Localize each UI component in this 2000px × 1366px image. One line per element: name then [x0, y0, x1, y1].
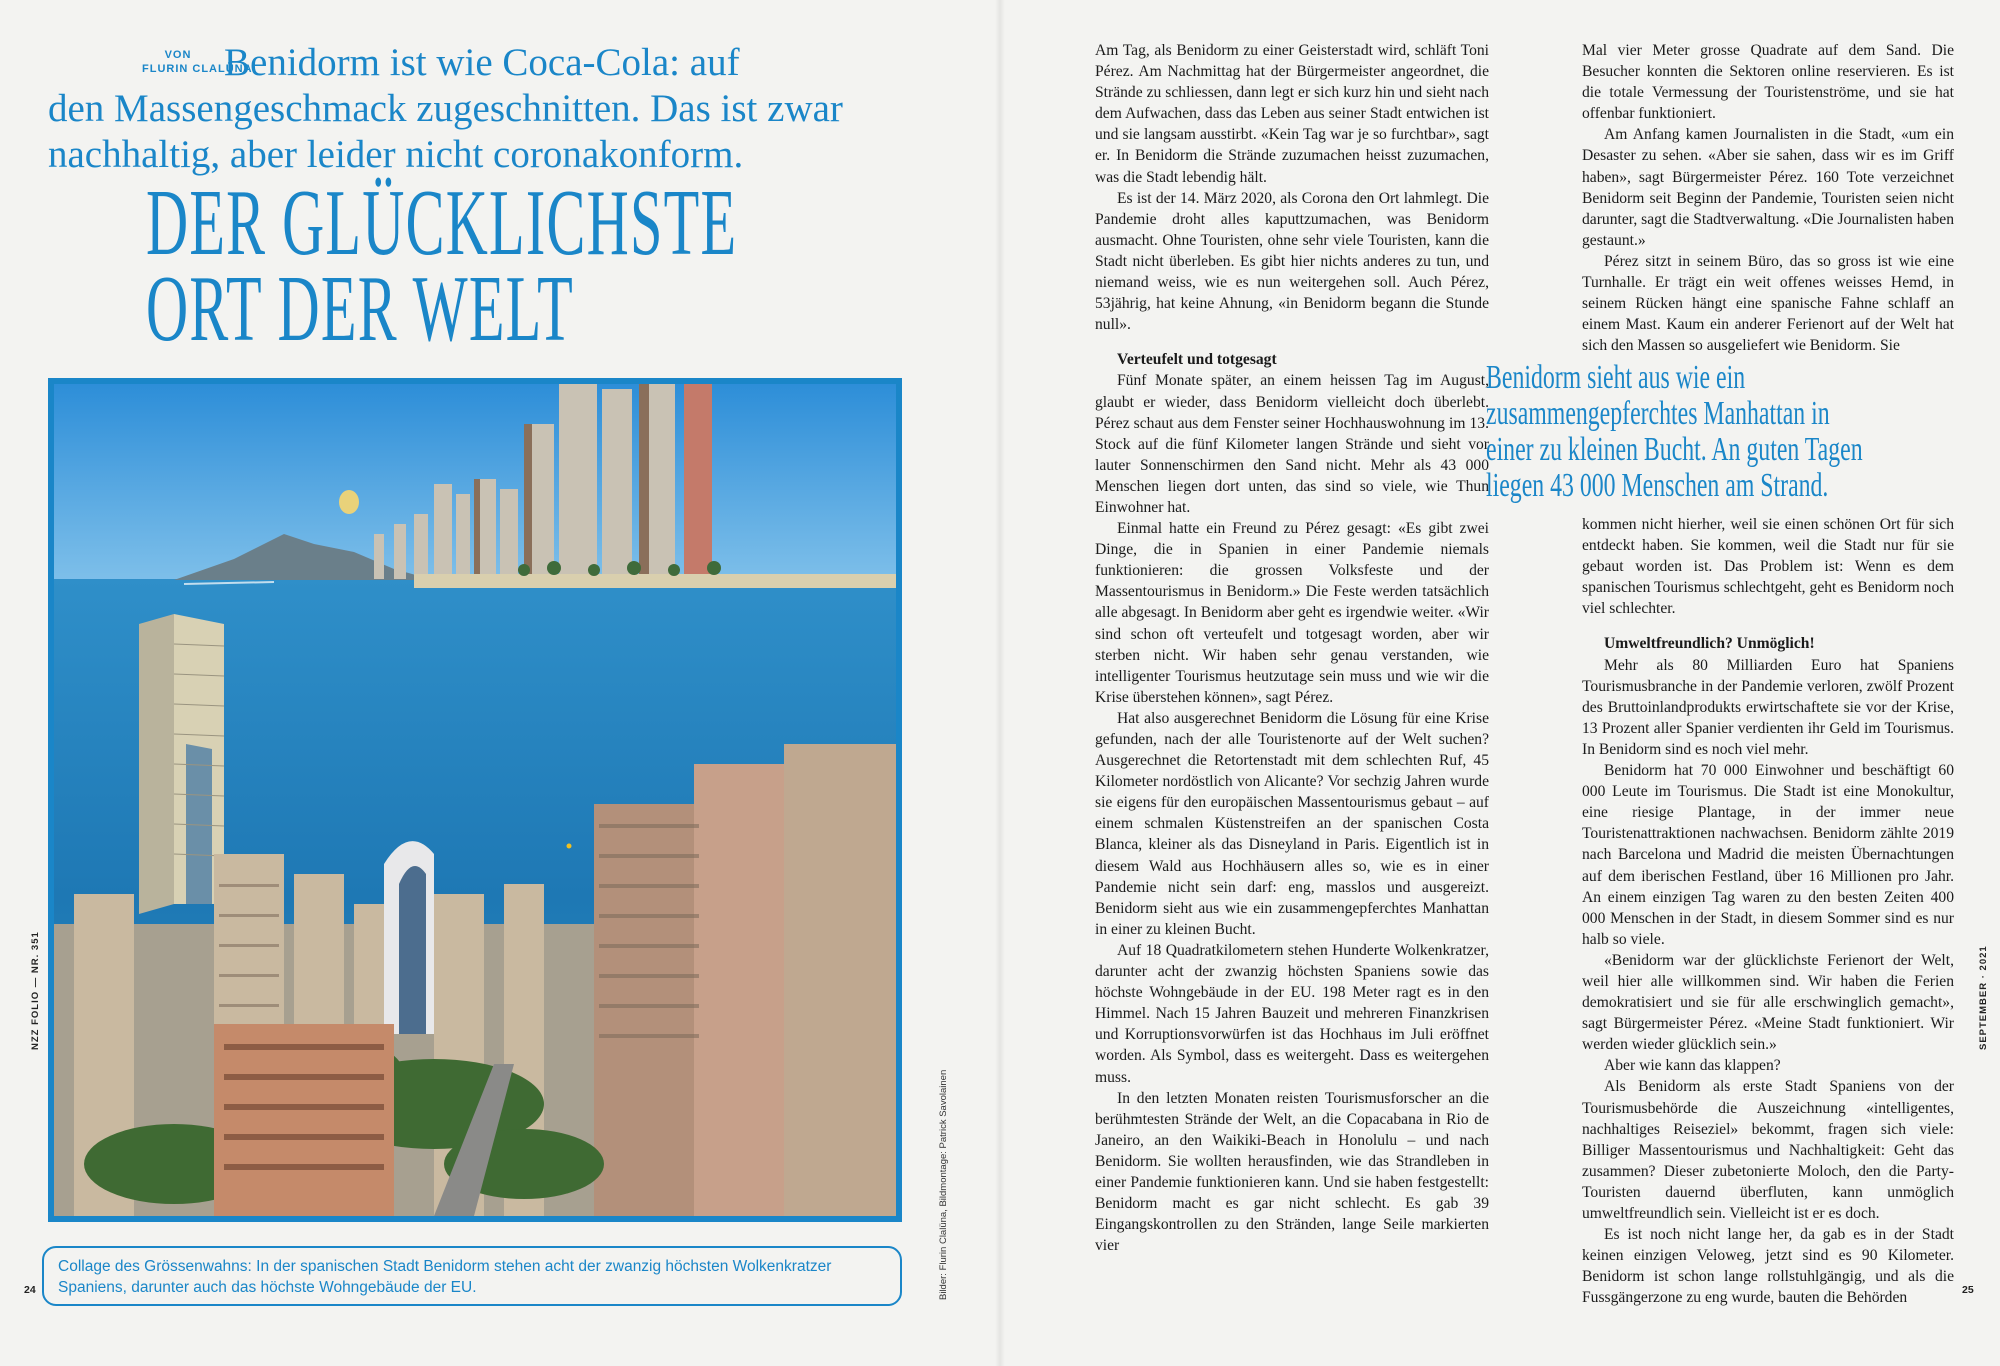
paragraph: «Benidorm war der glücklichste Ferienort der Welt, weil hier alle willkommen sind. Wir haben die Ferien demokratisiert und sie für alle erschwinglich gemacht», sagt Bürgermeister Pérez. «Meine Stadt funktioniert. Wir werden wieder glücklich sein.» [1582, 951, 1954, 1054]
paragraph: Einmal hatte ein Freund zu Pérez gesagt: «Es gibt zwei Dinge, die in Spanien in einer Pandemie niemals funktionieren: die grossen Volksfeste und der Massentourismus in Benidorm.» Die Feste werden tatsächlich alle abgesagt. In Benidorm aber geht es irgendwie weiter. «Wir sind schon oft verteufelt und totgesagt worden, aber wir sterben nicht. Wir haben sehr genau verstanden, wie intelligenter Tourismus heutzutage sein muss und wie wir die Krise überstehen können», sagt Pérez. [1095, 520, 1489, 706]
paragraph: Am Tag, als Benidorm zu einer Geisterstadt wird, schläft Toni Pérez. Am Nachmittag hat der Bürgermeister angeordnet, die Strände zu schliessen, dann legt er sich kurz hin und sieht nach dem Aufwachen, dass das Leben aus seiner Stadt entwichen ist und sie langsam ausstirbt. «Kein Tag war je so furchtbar», sagt er. In Benidorm die Strände zuzumachen heisst zuzumachen, was die Stadt lebendig hält. [1095, 42, 1489, 186]
photo-credit: Bilder: Flurin Clalüna, Bildmontage: Patrick Savolainen [938, 1069, 949, 1300]
paragraph: kommen nicht hierher, weil sie einen schönen Ort für sich entdeckt haben. Sie kommen, weil die Stadt nur für sie gebaut worden ist. Das Problem ist: Wenn es dem spanischen Tourismus schlechtgeht, geht es Benidorm noch viel schlechter. [1582, 516, 1954, 618]
headline-line-1: DER GLÜCKLICHSTE [146, 171, 738, 275]
paragraph: Pérez sitzt in seinem Büro, das so gross ist wie eine Turnhalle. Er trägt ein weit offenes weisses Hemd, in seinem Rücken hängt eine spanische Fahne schlaff an einem Mast. Kaum ein anderer Ferienort auf der Welt hat sich den Massen so ausgeliefert wie Benidorm. Sie [1582, 252, 1954, 355]
folio-right: SEPTEMBER · 2021 [1978, 945, 1989, 1050]
page-number-left: 24 [24, 1284, 36, 1296]
lead-line-2: den Massengeschmack zugeschnitten. Das ist zwar [48, 87, 843, 130]
lead-line-1: Benidorm ist wie Coca-Cola: auf [224, 41, 740, 84]
text-column-2-top [1582, 40, 1954, 356]
photo-frame [48, 378, 902, 1222]
paragraph: Es ist der 14. März 2020, als Corona den Ort lahmlegt. Die Pandemie droht alles kaputtzumachen, was Benidorm ausmacht. Ohne Touristen, ohne sehr viele Touristen, kann die Stadt nicht überleben. Es gibt hier nichts anderes zu tun, und niemand weiss, wie es nun weitergehen soll. Auch Pérez, 53jährig, hat keine Ahnung, «in Benidorm begann die Stunde null». [1095, 189, 1489, 334]
paragraph: Aber wie kann das klappen? [1604, 1057, 1781, 1075]
paragraph: Mal vier Meter grosse Quadrate auf dem Sand. Die Besucher konnten die Sektoren online reservieren. Es ist die totale Vermessung der Touristenströme, und sie hat offenbar funktioniert. [1582, 42, 1954, 123]
paragraph: In den letzten Monaten reisten Tourismusforscher an die berühmtesten Strände der Welt, an die Copacabana in Rio de Janeiro, an den Waikiki-Beach in Honolulu – und nach Benidorm. Sie wollten herausfinden, wie das Strandleben in einer Pandemie funktionieren kann. Und sie haben festgestellt: Benidorm macht es gar nicht schlecht. Es gab 39 Eingangskontrollen zu den Stränden, lange Seile markierten vier [1095, 1089, 1489, 1255]
paragraph: Hat also ausgerechnet Benidorm die Lösung für eine Krise gefunden, nach der alle Touristenorte auf der Welt suchen? Ausgerechnet die Retortenstadt mit dem schlechten Ruf, 45 Kilometer nordöstlich von Alicante? Vor sechzig Jahren wurde sie eigens für den europäischen Massentourismus gebaut – auf einem schmalen Küstenstreifen an der spanischen Costa Blanca, kleiner als das Disneyland in Paris. Eigentlich ist in diesem Wald aus Hochhäusern alles so, wie es in einer Pandemie nicht sein darf: eng, masslos und ausgereizt. Benidorm sieht aus wie ein zusammengepferchtes Manhattan in einer zu kleinen Bucht. [1095, 709, 1489, 938]
headline [146, 171, 738, 361]
lead-text [48, 40, 928, 178]
subheading: Verteufelt und totgesagt [1117, 351, 1277, 369]
photo-caption: Collage des Grössenwahns: In der spanischen Stadt Benidorm stehen acht der zwanzig höchsten Wolkenkratzer Spaniens, darunter auch das höchste Wohngebäude der EU. [42, 1246, 902, 1306]
text-column-2-bottom [1582, 514, 1954, 1308]
paragraph: Auf 18 Quadratkilometern stehen Hunderte Wolkenkratzer, darunter acht der zwanzig höchsten Spaniens sowie das höchste Wohngebäude in der EU. 198 Meter ragt es in den Himmel. Nach 15 Jahren Bauzeit und mehreren Finanzkrisen und Korruptionsvorwürfen ist das Hochhaus im Juli eröffnet worden. Als Symbol, dass es weitergeht. Dass es weitergehen muss. [1095, 941, 1489, 1086]
headline-line-2: ORT DER WELT [146, 257, 574, 361]
paragraph: Als Benidorm als erste Stadt Spaniens von der Tourismusbehörde die Auszeichnung «intelligentes, nachhaltiges Reiseziel» bekommt, fragen sich viele: Billiger Massentourismus und Nachhaltigkeit: Geht das zusammen? Dieser zubetonierte Moloch, den die Party-Touristen dauernd überfluten, kann unmöglich umweltfreundlich sein. Vielleicht ist er es doch. [1582, 1078, 1954, 1222]
lead-line-3: nachhaltig, aber leider nicht coronakonform. [48, 133, 744, 176]
paragraph: Es ist noch nicht lange her, da gab es in der Stadt keinen einzigen Veloweg, jetzt sind es 90 Kilometer. Benidorm ist schon lange rollstuhlgängig, und als die Fussgängerzone zu eng wurde, bauten die Behörden [1582, 1226, 1954, 1307]
paragraph: Mehr als 80 Milliarden Euro hat Spaniens Tourismusbranche in der Pandemie verloren, zwölf Prozent des Bruttoinlandprodukts erwirtschaftete sie vor der Krise, 13 Prozent aller Spanier verdienten ihr Geld im Tourismus. In Benidorm sind es noch viel mehr. [1582, 656, 1954, 758]
pull-quote: Benidorm sieht aus wie ein zusammengepferchtes Manhattan in einer zu kleinen Bucht. An guten Tagen liegen 43 000 Menschen am Strand. [1486, 359, 1863, 504]
paragraph: Benidorm hat 70 000 Einwohner und beschäftigt 60 000 Leute im Tourismus. Die Stadt ist eine Monokultur, eine riesige Plantage, in der immer neue Touristenattraktionen nachwachsen. Benidorm zählte 2019 nach Barcelona und Madrid die meisten Übernachtungen auf dem iberischen Festland, über 16 Millionen pro Jahr. An einem einzigen Tag waren zu den besten Zeiten 400 000 Menschen in der Stadt, in diesem Sommer sind es nur halb so viele. [1582, 762, 1954, 948]
subheading: Umweltfreundlich? Unmöglich! [1604, 635, 1815, 653]
text-column-1 [1095, 40, 1489, 1256]
benidorm-skyline-illustration [54, 384, 896, 1216]
byline-von: VON [164, 49, 192, 61]
paragraph: Fünf Monate später, an einem heissen Tag im August, glaubt er wieder, dass Benidorm vielleicht doch überlebt. Pérez schaut aus dem Fenster seiner Hochhauswohnung im 13. Stock auf die fünf Kilometer langen Strände und sieht vor lauter Sonnenschirmen den Sand nicht. Mehr als 43 000 Menschen liegen dort unten, das sind so viele, wie Thun Einwohner hat. [1095, 372, 1489, 516]
page-gutter [995, 0, 1005, 1366]
page-number-right: 25 [1962, 1284, 1974, 1296]
benidorm-collage-photo [54, 384, 896, 1216]
folio-left: NZZ FOLIO — NR. 351 [30, 931, 41, 1050]
byline-author: FLURIN CLALÜNA [142, 63, 253, 75]
paragraph: Am Anfang kamen Journalisten in die Stadt, «um ein Desaster zu sehen. «Aber sie sahen, dass wir es im Griff haben», sagt Bürgermeister Pérez. 160 Tote verzeichnet Benidorm seit Beginn der Pandemie, Touristen seien nicht darunter, sagt die Stadtverwaltung. «Die Journalisten haben gestaunt.» [1582, 126, 1954, 249]
